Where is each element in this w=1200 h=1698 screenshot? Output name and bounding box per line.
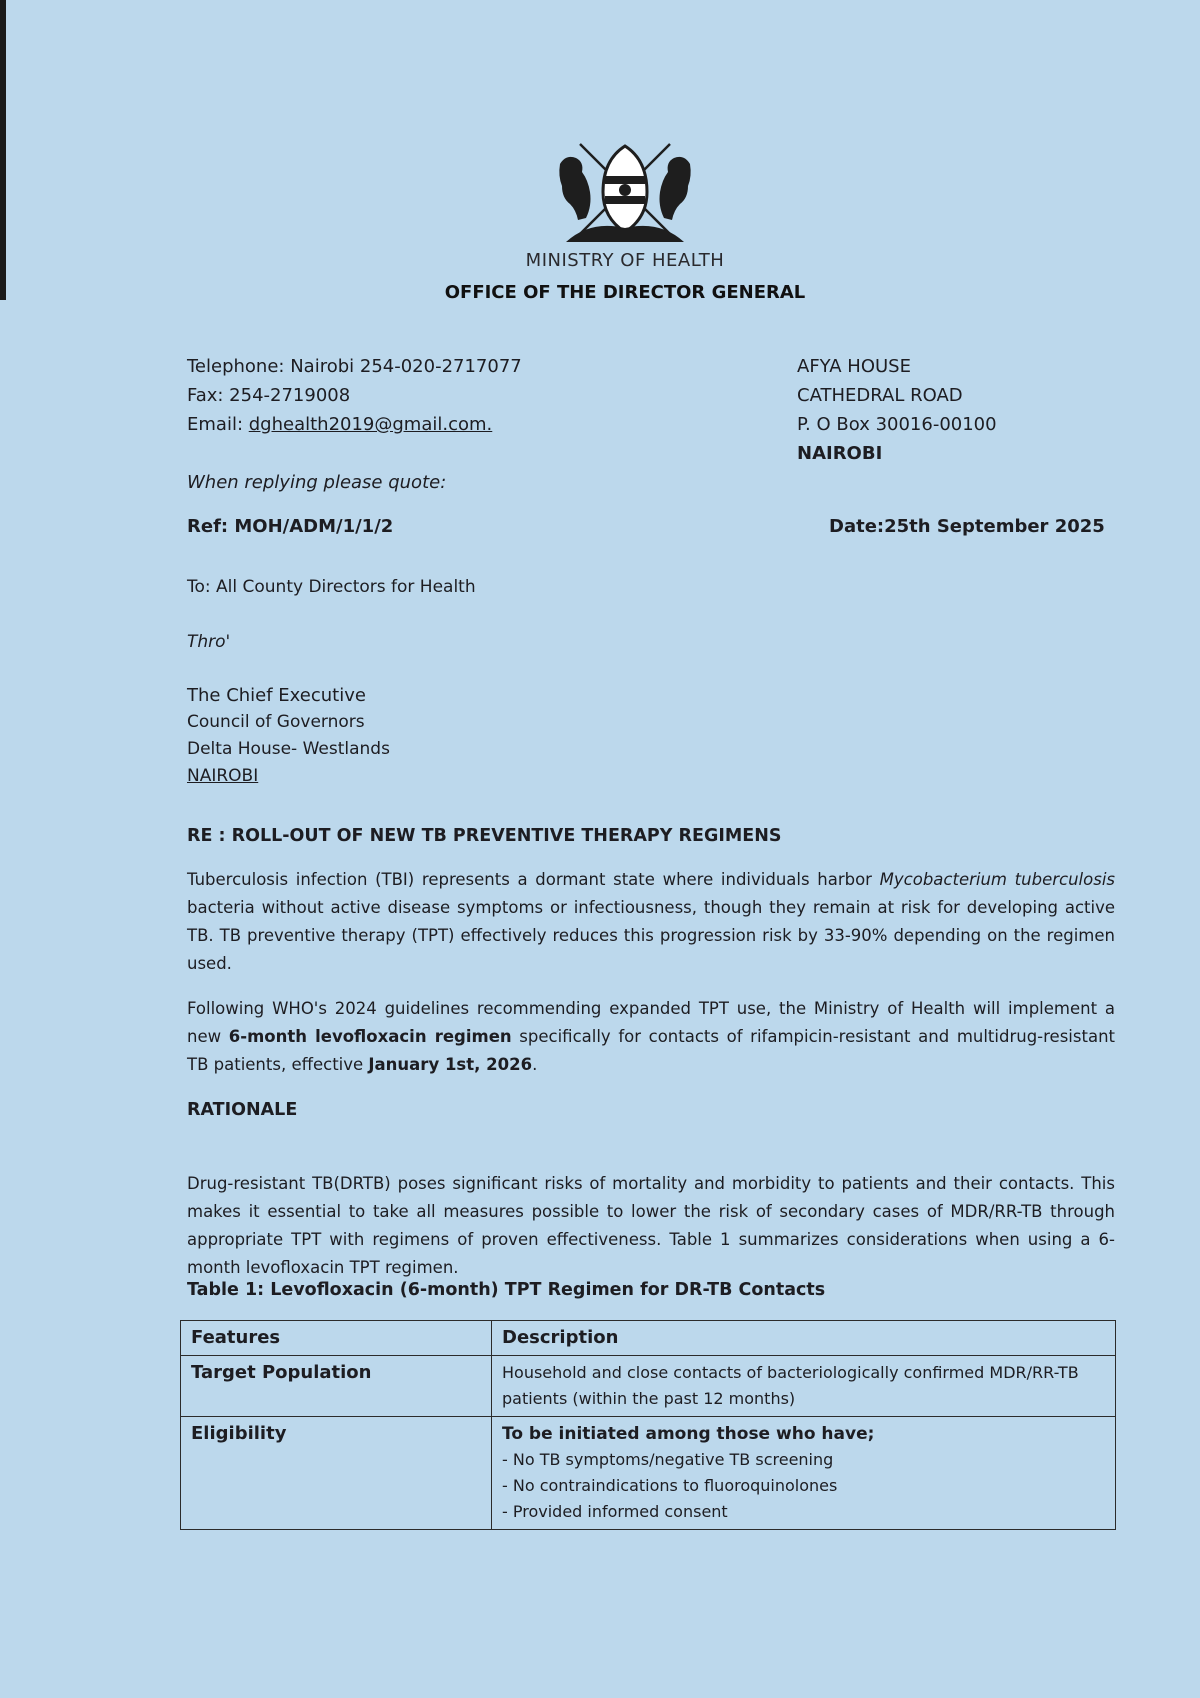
paragraph-1-b: bacteria without active disease symptoms or infectiousness, though they remain at risk for developing active TB. TB preventive therapy (TPT) effectively reduces this progression risk by 33-90% depending on the regimen used. [187, 898, 1115, 973]
quote-note: When replying please quote: [187, 472, 447, 493]
coat-of-arms-logo [552, 138, 698, 246]
table-row [181, 1417, 1116, 1530]
address-line-1: AFYA HOUSE [797, 356, 911, 377]
table-row [181, 1356, 1116, 1417]
letter-date: Date:25th September 2025 [829, 516, 1105, 537]
ministry-title: MINISTRY OF HEALTH [525, 250, 725, 271]
paragraph-3: Drug-resistant TB(DRTB) poses significant risks of mortality and morbidity to patients and their contacts. This makes it essential to take all measures possible to lower the risk of secondary cases of MDR/RR-TB through appropriate TPT with regimens of proven effectiveness. Table 1 summarizes considerations when using a 6-month levofloxacin TPT regimen. [187, 1174, 1115, 1277]
address-line-3: P. O Box 30016-00100 [797, 414, 997, 435]
thro-line: Thro' [187, 632, 231, 652]
table-title: Table 1: Levofloxacin (6-month) TPT Regimen for DR-TB Contacts [187, 1280, 826, 1300]
eligibility-item: - Provided informed consent [502, 1502, 728, 1521]
paragraph-1-italic: Mycobacterium tuberculosis [879, 870, 1115, 889]
paragraph-2-c: . [532, 1055, 538, 1074]
recipient-city: NAIROBI [187, 766, 259, 786]
paragraph-1-a: Tuberculosis infection (TBI) represents a dormant state where individuals harbor [187, 870, 880, 889]
row-eligibility-description [492, 1417, 1116, 1530]
eligibility-item: - No contraindications to fluoroquinolones [502, 1476, 838, 1495]
office-title: OFFICE OF THE DIRECTOR GENERAL [444, 282, 806, 303]
paragraph-1 [187, 866, 1115, 978]
paragraph-2-bold-1: 6-month levofloxacin regimen [228, 1027, 512, 1046]
address-block [797, 352, 997, 468]
regimen-table [180, 1320, 1116, 1530]
section-title: RATIONALE [187, 1100, 298, 1120]
header-description: Description [492, 1321, 1116, 1356]
recipient-line-1: The Chief Executive [187, 685, 366, 706]
letter-subject: RE : ROLL-OUT OF NEW TB PREVENTIVE THERAPY REGIMENS [187, 826, 782, 846]
recipient-line-3: Delta House- Westlands [187, 739, 390, 759]
header-features: Features [181, 1321, 492, 1356]
row-target-description: Household and close contacts of bacteriologically confirmed MDR/RR-TB patients (within the past 12 months) [492, 1356, 1116, 1417]
recipient-block [187, 682, 390, 790]
paragraph-2-a: Following WHO's 2024 guidelines recommending expanded TPT use, the Ministry of Health will implement a new [187, 999, 1115, 1046]
recipient-line-2: Council of Governors [187, 712, 365, 732]
address-line-2: CATHEDRAL ROAD [797, 385, 963, 406]
table-header-row [181, 1321, 1116, 1356]
row-target-feature: Target Population [181, 1356, 492, 1417]
eligibility-item: - No TB symptoms/negative TB screening [502, 1450, 834, 1469]
email-label: Email: [187, 414, 249, 435]
row-eligibility-feature: Eligibility [181, 1417, 492, 1530]
reference-number: Ref: MOH/ADM/1/1/2 [187, 516, 394, 537]
email-line [187, 410, 522, 439]
paragraph-2-b: specifically for contacts of rifampicin-resistant and multidrug-resistant TB patients, effective [187, 1027, 1115, 1074]
paragraph-2 [187, 995, 1115, 1079]
paragraph-2-bold-2: January 1st, 2026 [368, 1055, 533, 1074]
eligibility-intro: To be initiated among those who have; [502, 1424, 875, 1444]
telephone-line: Telephone: Nairobi 254-020-2717077 [187, 356, 522, 377]
contact-block [187, 352, 522, 439]
email-link[interactable]: dghealth2019@gmail.com. [248, 414, 493, 435]
to-line: To: All County Directors for Health [187, 577, 476, 597]
fax-line: Fax: 254-2719008 [187, 385, 351, 406]
address-city: NAIROBI [797, 443, 883, 464]
